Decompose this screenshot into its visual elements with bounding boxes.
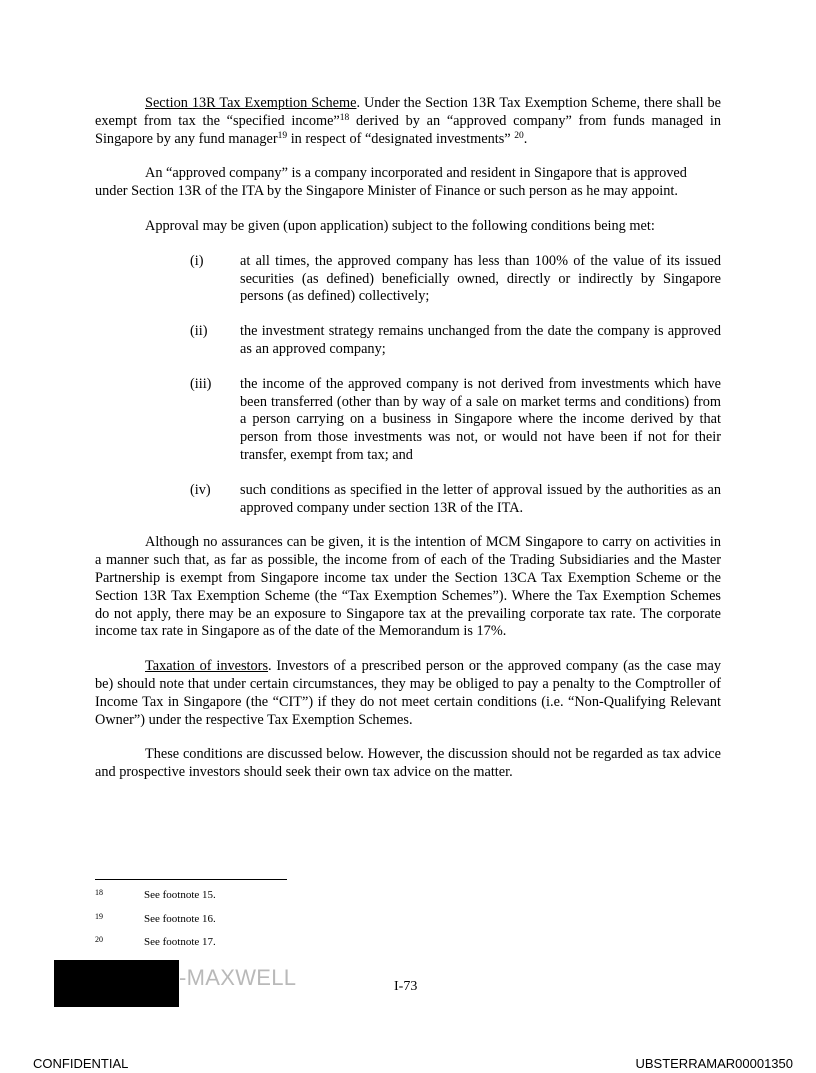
paragraph-text: in respect of “designated investments” — [287, 130, 511, 147]
list-item — [190, 323, 721, 359]
paragraph-text: . — [523, 130, 528, 147]
list-item-number: (ii) — [190, 323, 208, 340]
footnote-text: See footnote 16. — [144, 912, 216, 925]
paragraph-conditions-discussed: These conditions are discussed below. However, the discussion should not be regarded as tax advice and prospective investors should seek their own tax advice on the matter. — [95, 746, 721, 781]
paragraph-approval-conditions: Approval may be given (upon application) subject to the following conditions being met: — [145, 217, 655, 234]
paragraph-taxation-of-investors — [95, 658, 721, 729]
section-13r-heading: Section 13R Tax Exemption Scheme — [145, 95, 357, 111]
paragraph-text: . Investors of a prescribed person or the approved company (as the case may be) should note that under certain circumstances, they may be obliged to pay a penalty to the Comptroller of Income Tax in Singapore (the “CIT”) if they do not meet certain conditions (i.e. “Non-Qualifying Relevant Owner”) under the respective Tax Exemption Schemes. — [95, 658, 721, 728]
list-item-number: (iv) — [190, 481, 211, 498]
footnote-number: 18 — [95, 888, 103, 897]
paragraph-text: . Under the Section 13R Tax Exemption Scheme, there shall be exempt from tax the “specified income” — [95, 95, 721, 129]
redaction-box — [54, 960, 179, 1007]
footnote-text: See footnote 17. — [144, 936, 216, 948]
watermark: -MAXWELL — [179, 965, 297, 990]
list-item-text: at all times, the approved company has less than 100% of the value of its issued securities (as defined) beneficially owned, directly or indirectly by Singapore persons (as defined) collectively; — [240, 252, 721, 305]
paragraph-mcm-intention: Although no assurances can be given, it is the intention of MCM Singapore to carry on activities in a manner such that, as far as possible, the income from of each of the Trading Subsidiaries and the Master Partnership is exempt from Singapore income tax under the Section 13CA Tax Exemption Scheme or the Section 13R Tax Exemption Scheme (the “Tax Exemption Schemes”). Where the Tax Exemption Schemes do not apply, there may be an exposure to Singapore tax at the prevailing corporate tax rate. The corporate income tax rate in Singapore as of the date of the Memorandum is 17%. — [95, 534, 721, 640]
footnote — [95, 888, 495, 912]
paragraph-approved-company: An “approved company” is a company incorporated and resident in Singapore that is approved under Section 13R of the ITA by the Singapore Minister of Finance or such person as he may appoint. — [95, 165, 687, 200]
footnote-number: 19 — [95, 911, 103, 921]
footnotes — [95, 888, 495, 959]
footnote — [95, 912, 495, 936]
list-item-text: the investment strategy remains unchanged from the date the company is approved as an approved company; — [240, 323, 721, 357]
footnote-text: See footnote 15. — [144, 889, 216, 901]
page-number: I-73 — [394, 979, 418, 994]
list-item-number: (i) — [190, 252, 204, 269]
document-body — [95, 95, 721, 799]
list-item-text: such conditions as specified in the letter of approval issued by the authorities as an approved company under section 13R of the ITA. — [240, 481, 721, 516]
footnote-divider — [95, 879, 287, 880]
taxation-heading: Taxation of investors — [145, 658, 269, 675]
list-item-number: (iii) — [190, 375, 212, 392]
footnote-ref: 20 — [514, 130, 524, 141]
list-item — [190, 253, 721, 306]
list-item-text: the income of the approved company is not derived from investments which have been transferred (other than by way of a sale on market terms and conditions) from a person carrying on a business in Singapore where the income derived by that person from those investments was not, or would not have been if not for their transfer, exempt from tax; and — [240, 375, 721, 463]
paragraph-section-13r — [95, 95, 721, 148]
footnote-ref: 19 — [277, 130, 288, 141]
confidential-label: CONFIDENTIAL — [33, 1056, 129, 1071]
footnote — [95, 935, 495, 959]
list-item — [190, 482, 721, 518]
footnote-number: 20 — [95, 935, 103, 944]
conditions-list — [95, 253, 721, 518]
bates-number: UBSTERRAMAR00001350 — [635, 1056, 793, 1071]
footnote-ref: 18 — [339, 112, 350, 123]
paragraph-text: derived by an “approved company” from funds managed in Singapore by any fund manager — [95, 112, 721, 147]
list-item — [190, 376, 721, 465]
